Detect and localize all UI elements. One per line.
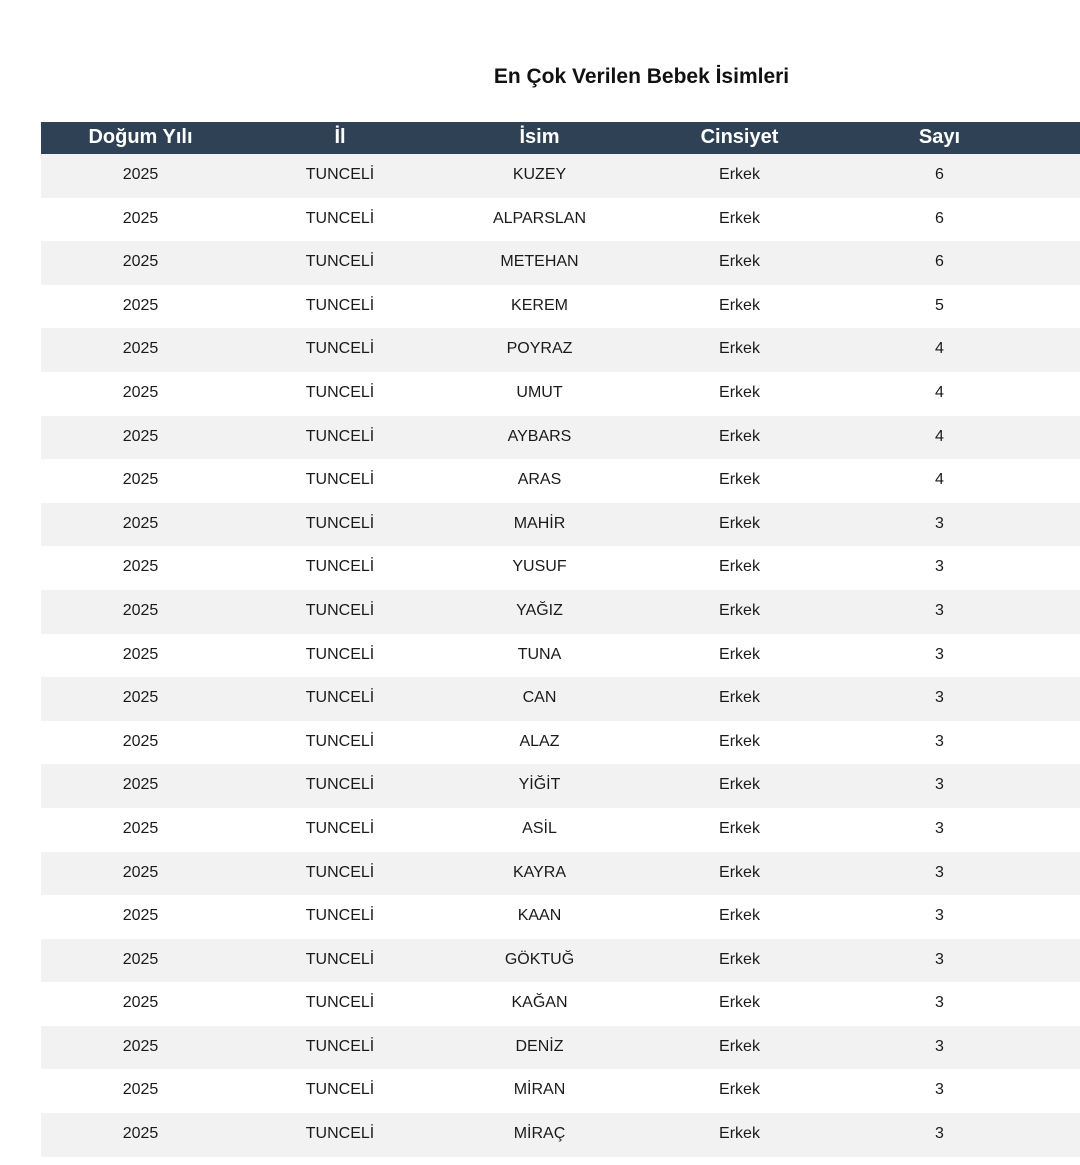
cell-birth-year: 2025 [122, 776, 159, 794]
table-row [41, 285, 1080, 329]
cell-birth-year: 2025 [122, 427, 159, 445]
row-spacer [1039, 328, 1080, 372]
cell-gender: Erkek [719, 950, 760, 968]
cell-province: TUNCELİ [305, 907, 375, 925]
cell-name: MİRAÇ [513, 1125, 566, 1143]
row-spacer [1039, 721, 1080, 765]
row-spacer [1039, 154, 1080, 198]
cell-birth-year: 2025 [122, 253, 159, 271]
cell-birth-year: 2025 [122, 383, 159, 401]
cell-count: 3 [935, 558, 944, 576]
cell-name: MAHİR [513, 514, 566, 532]
cell-name: KUZEY [512, 166, 567, 183]
cell-count: 3 [935, 601, 944, 619]
table-row [41, 721, 1080, 765]
cell-count: 3 [935, 1081, 944, 1099]
page-title: En Çok Verilen Bebek İsimleri [493, 65, 790, 88]
cell-name: MİRAN [513, 1081, 566, 1099]
cell-gender: Erkek [719, 253, 760, 271]
cell-gender: Erkek [719, 1081, 760, 1099]
table-row [41, 546, 1080, 590]
table-row [41, 852, 1080, 896]
header-spacer [1039, 122, 1080, 154]
cell-name: DENİZ [515, 1037, 564, 1055]
cell-birth-year: 2025 [122, 1081, 159, 1099]
table-row [41, 634, 1080, 678]
cell-name: ALPARSLAN [492, 209, 587, 227]
cell-count: 3 [935, 689, 944, 707]
cell-name: ASİL [522, 819, 557, 837]
header-name: İsim [519, 126, 560, 148]
cell-birth-year: 2025 [122, 558, 159, 576]
cell-count: 3 [935, 1037, 944, 1055]
row-spacer [1039, 372, 1080, 416]
cell-count: 3 [935, 863, 944, 881]
cell-gender: Erkek [719, 863, 760, 881]
row-spacer [1039, 982, 1080, 1026]
cell-gender: Erkek [719, 427, 760, 445]
cell-count: 4 [935, 427, 944, 445]
cell-name: METEHAN [500, 253, 579, 271]
cell-count: 5 [935, 296, 944, 314]
cell-birth-year: 2025 [122, 209, 159, 227]
row-spacer [1039, 459, 1080, 503]
cell-birth-year: 2025 [122, 471, 159, 489]
cell-birth-year: 2025 [122, 732, 159, 750]
cell-name: UMUT [516, 383, 563, 401]
cell-gender: Erkek [719, 166, 760, 183]
row-spacer [1039, 852, 1080, 896]
cell-gender: Erkek [719, 819, 760, 837]
cell-province: TUNCELİ [305, 209, 375, 227]
table-row [41, 982, 1080, 1026]
cell-province: TUNCELİ [305, 427, 375, 445]
cell-count: 4 [935, 471, 944, 489]
table-row [41, 241, 1080, 285]
cell-name: KAYRA [512, 863, 567, 881]
row-spacer [1039, 285, 1080, 329]
table-header [41, 122, 1080, 154]
cell-name: KAAN [517, 907, 562, 925]
header-province: İl [334, 126, 346, 148]
table-row [41, 416, 1080, 460]
table-row [41, 328, 1080, 372]
cell-name: YİĞİT [518, 776, 561, 794]
cell-count: 3 [935, 819, 944, 837]
cell-birth-year: 2025 [122, 601, 159, 619]
row-spacer [1039, 241, 1080, 285]
cell-count: 6 [935, 253, 944, 271]
cell-birth-year: 2025 [122, 950, 159, 968]
cell-name: TUNA [517, 645, 562, 663]
table-row [41, 1026, 1080, 1070]
header-birth-year: Doğum Yılı [88, 126, 193, 148]
table-row [41, 503, 1080, 547]
cell-count: 3 [935, 645, 944, 663]
row-spacer [1039, 416, 1080, 460]
cell-province: TUNCELİ [305, 863, 375, 881]
cell-province: TUNCELİ [305, 994, 375, 1012]
table-row [41, 198, 1080, 242]
cell-gender: Erkek [719, 1037, 760, 1055]
cell-count: 4 [935, 383, 944, 401]
cell-name: ALAZ [519, 732, 560, 750]
table-row [41, 459, 1080, 503]
cell-province: TUNCELİ [305, 1037, 375, 1055]
cell-province: TUNCELİ [305, 601, 375, 619]
cell-province: TUNCELİ [305, 296, 375, 314]
cell-birth-year: 2025 [122, 1037, 159, 1055]
cell-name: GÖKTUĞ [504, 950, 575, 968]
cell-province: TUNCELİ [305, 253, 375, 271]
cell-birth-year: 2025 [122, 907, 159, 925]
header-count: Sayı [918, 126, 961, 148]
cell-birth-year: 2025 [122, 1125, 159, 1143]
cell-name: AYBARS [507, 427, 572, 445]
table-row [41, 1069, 1080, 1113]
cell-province: TUNCELİ [305, 732, 375, 750]
cell-count: 3 [935, 950, 944, 968]
cell-province: TUNCELİ [305, 383, 375, 401]
cell-count: 3 [935, 776, 944, 794]
row-spacer [1039, 198, 1080, 242]
cell-province: TUNCELİ [305, 689, 375, 707]
cell-province: TUNCELİ [305, 166, 375, 183]
row-spacer [1039, 546, 1080, 590]
table-body [41, 154, 1080, 1157]
cell-name: CAN [522, 689, 557, 707]
cell-count: 3 [935, 732, 944, 750]
cell-province: TUNCELİ [305, 950, 375, 968]
cell-gender: Erkek [719, 340, 760, 358]
row-spacer [1039, 590, 1080, 634]
cell-gender: Erkek [719, 514, 760, 532]
cell-gender: Erkek [719, 1125, 760, 1143]
cell-name: YUSUF [512, 558, 567, 576]
cell-name: ARAS [517, 471, 562, 489]
cell-province: TUNCELİ [305, 1081, 375, 1099]
cell-count: 3 [935, 1125, 944, 1143]
cell-name: KAĞAN [511, 994, 568, 1012]
cell-count: 3 [935, 907, 944, 925]
row-spacer [1039, 1026, 1080, 1070]
header-gender: Cinsiyet [700, 126, 779, 148]
cell-gender: Erkek [719, 601, 760, 619]
cell-count: 3 [935, 514, 944, 532]
table-row [41, 808, 1080, 852]
cell-gender: Erkek [719, 994, 760, 1012]
row-spacer [1039, 764, 1080, 808]
table-row [41, 895, 1080, 939]
cell-birth-year: 2025 [122, 296, 159, 314]
cell-name: KEREM [511, 296, 568, 314]
table-row [41, 764, 1080, 808]
row-spacer [1039, 677, 1080, 721]
cell-gender: Erkek [719, 776, 760, 794]
cell-province: TUNCELİ [305, 471, 375, 489]
cell-name: YAĞIZ [516, 601, 563, 619]
cell-gender: Erkek [719, 907, 760, 925]
cell-birth-year: 2025 [122, 514, 159, 532]
cell-count: 6 [935, 209, 944, 227]
cell-gender: Erkek [719, 383, 760, 401]
table-row [41, 939, 1080, 983]
cell-gender: Erkek [719, 645, 760, 663]
cell-birth-year: 2025 [122, 166, 159, 183]
cell-birth-year: 2025 [122, 340, 159, 358]
cell-province: TUNCELİ [305, 1125, 375, 1143]
cell-province: TUNCELİ [305, 645, 375, 663]
cell-gender: Erkek [719, 471, 760, 489]
cell-birth-year: 2025 [122, 994, 159, 1012]
cell-gender: Erkek [719, 209, 760, 227]
cell-count: 3 [935, 994, 944, 1012]
row-spacer [1039, 895, 1080, 939]
cell-gender: Erkek [719, 732, 760, 750]
row-spacer [1039, 808, 1080, 852]
table-row [41, 677, 1080, 721]
cell-gender: Erkek [719, 689, 760, 707]
cell-name: POYRAZ [506, 340, 573, 358]
row-spacer [1039, 1069, 1080, 1113]
row-spacer [1039, 634, 1080, 678]
cell-birth-year: 2025 [122, 819, 159, 837]
cell-province: TUNCELİ [305, 558, 375, 576]
names-table [41, 122, 1080, 1157]
cell-birth-year: 2025 [122, 689, 159, 707]
cell-province: TUNCELİ [305, 514, 375, 532]
row-spacer [1039, 503, 1080, 547]
table-row [41, 372, 1080, 416]
cell-province: TUNCELİ [305, 776, 375, 794]
table-row [41, 590, 1080, 634]
cell-count: 4 [935, 340, 944, 358]
cell-province: TUNCELİ [305, 340, 375, 358]
cell-gender: Erkek [719, 558, 760, 576]
row-spacer [1039, 1113, 1080, 1157]
row-spacer [1039, 939, 1080, 983]
table-row [41, 154, 1080, 198]
cell-province: TUNCELİ [305, 819, 375, 837]
cell-birth-year: 2025 [122, 863, 159, 881]
table-row [41, 1113, 1080, 1157]
cell-birth-year: 2025 [122, 645, 159, 663]
cell-gender: Erkek [719, 296, 760, 314]
cell-count: 6 [935, 166, 944, 183]
